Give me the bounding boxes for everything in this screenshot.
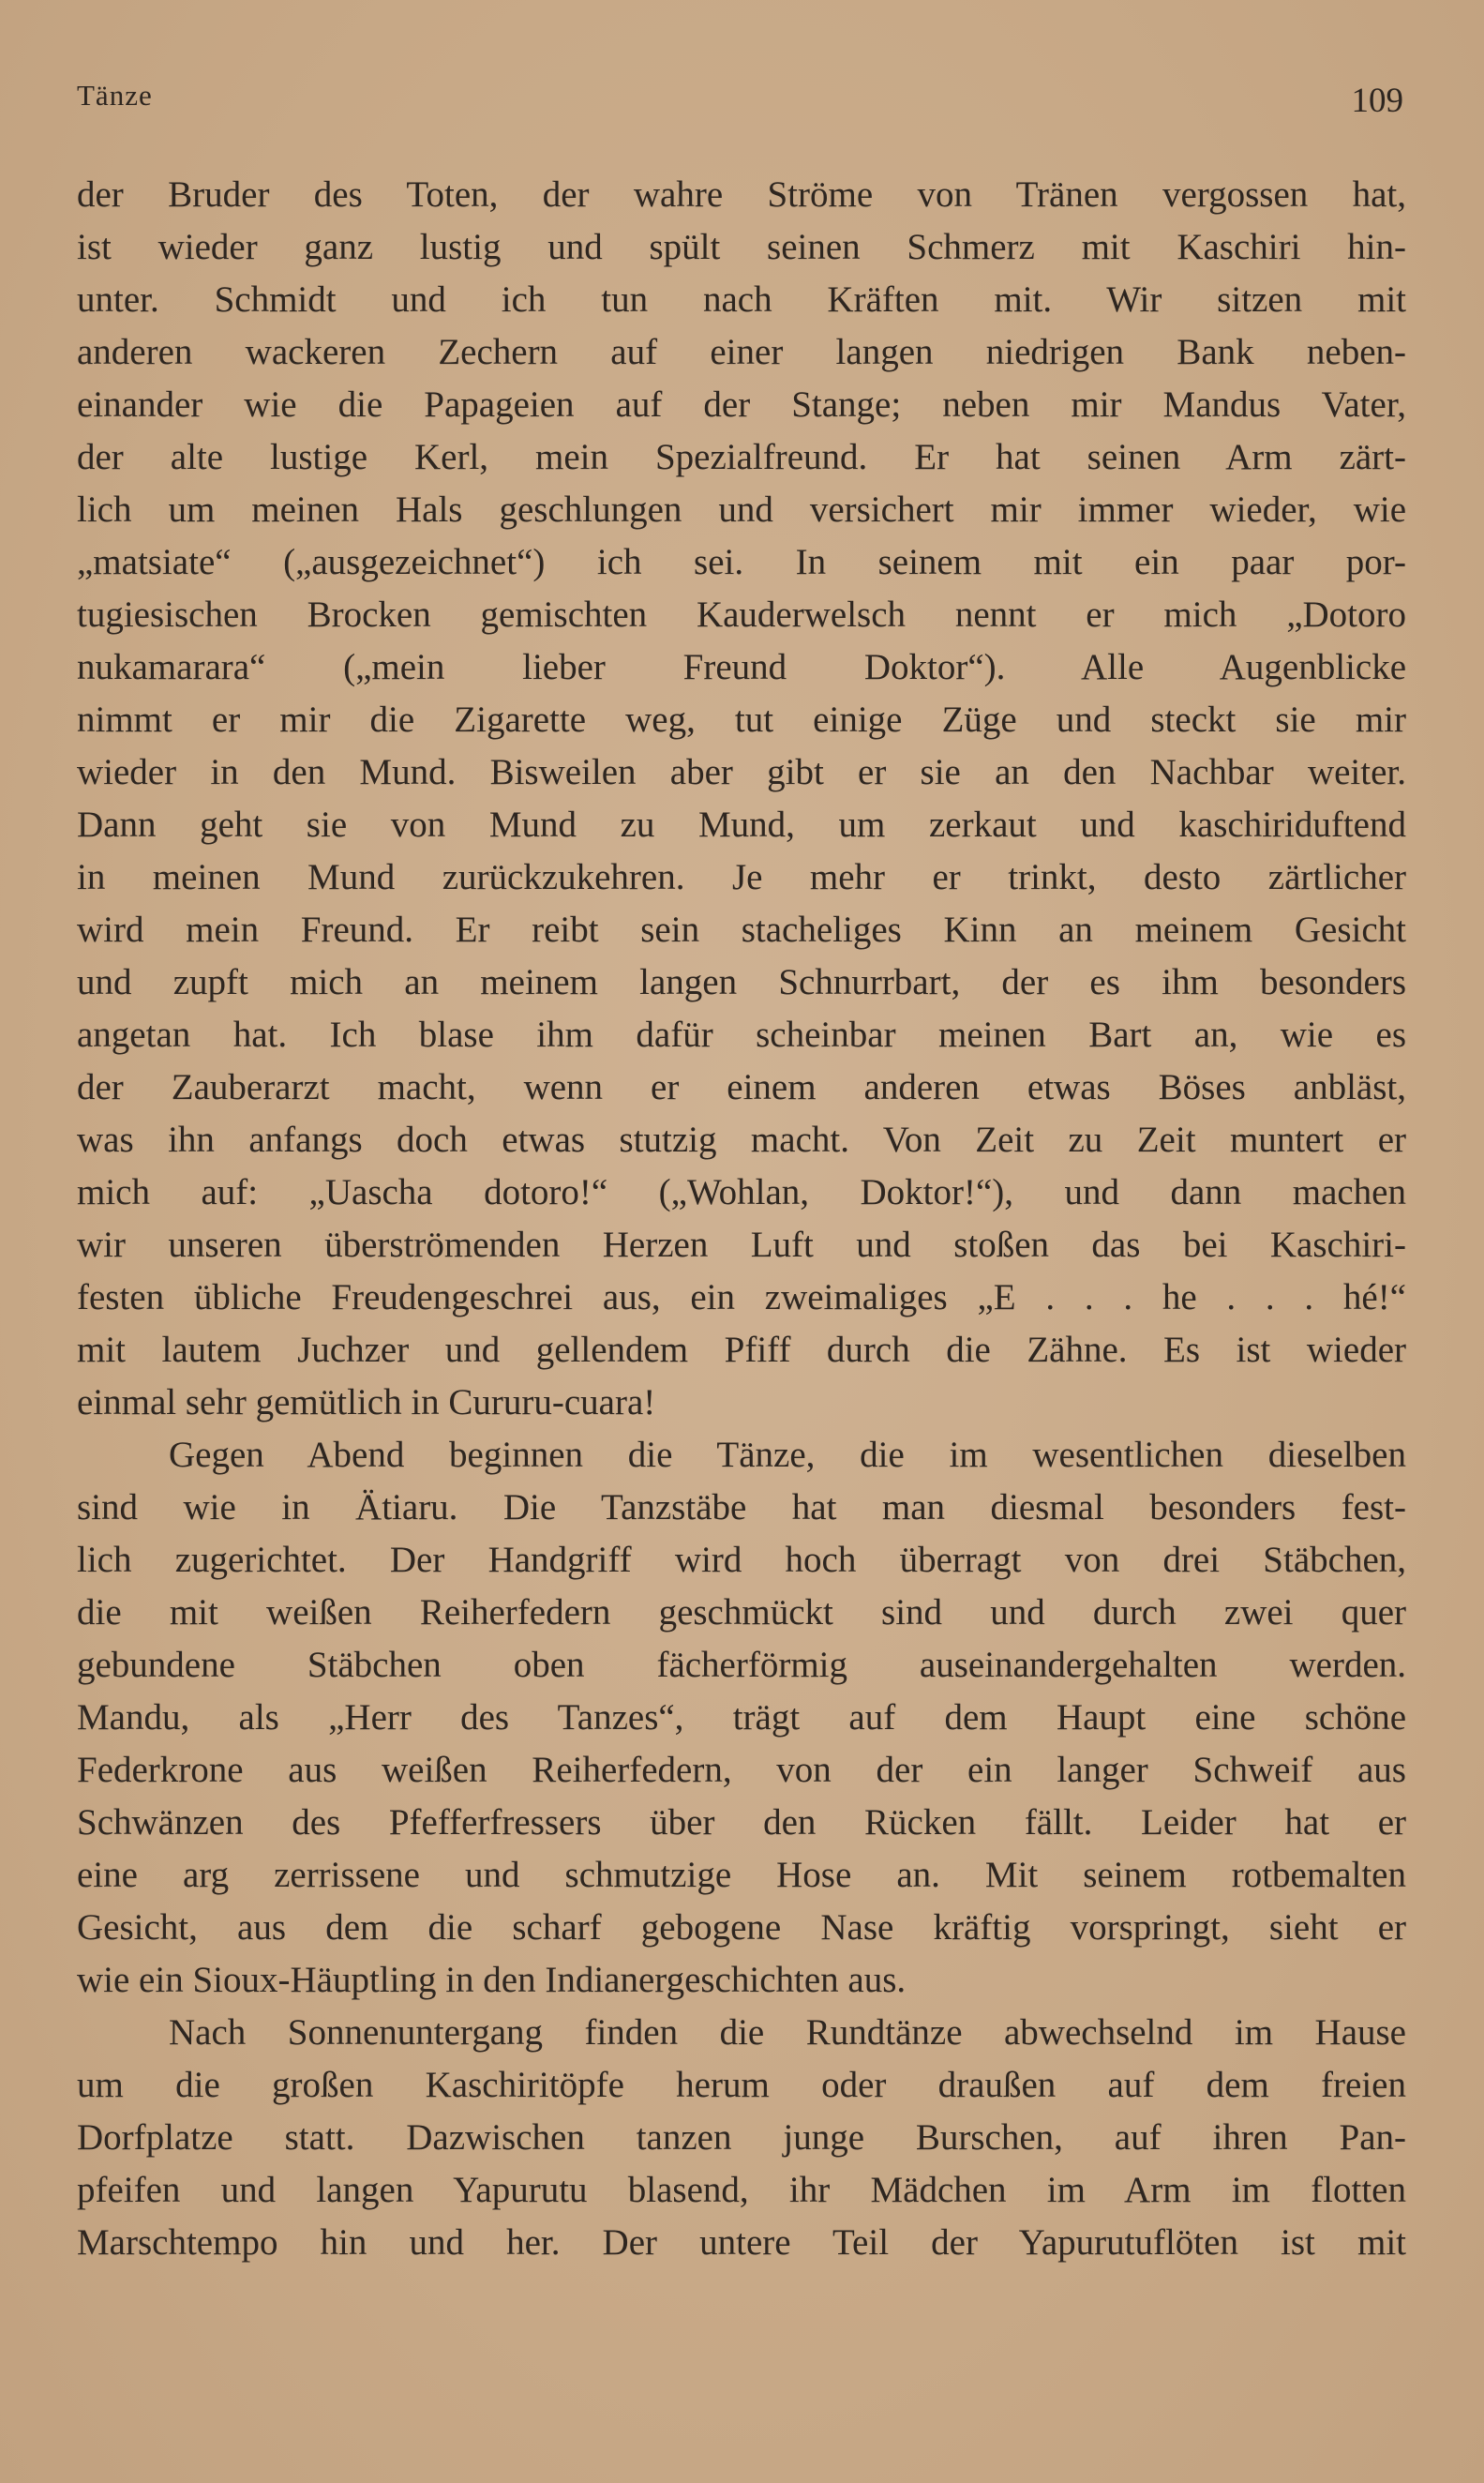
- text-line: lich zugerichtet. Der Handgriff wird hoch überragt von drei Stäbchen,: [77, 1540, 1406, 1580]
- text-line: nimmt er mir die Zigarette weg, tut einige Züge und steckt sie mir: [77, 700, 1406, 740]
- text-line: einander wie die Papageien auf der Stange; neben mir Mandus Vater,: [77, 384, 1406, 425]
- text-line: wir unseren überströmenden Herzen Luft und stoßen das bei Kaschiri-: [77, 1225, 1406, 1265]
- text-line: die mit weißen Reiherfedern geschmückt sind und durch zwei quer: [77, 1592, 1406, 1633]
- text-line: mit lautem Juchzer und gellendem Pfiff durch die Zähne. Es ist wieder: [77, 1330, 1406, 1370]
- text-line: wie ein Sioux-Häuptling in den Indianergeschichten aus.: [77, 1960, 907, 2000]
- text-line: Nach Sonnenuntergang finden die Rundtänze abwechselnd im Hause: [169, 2012, 1406, 2053]
- text-line: in meinen Mund zurückzukehren. Je mehr er trinkt, desto zärtlicher: [77, 857, 1406, 897]
- text-line: der Bruder des Toten, der wahre Ströme von Tränen vergossen hat,: [77, 174, 1406, 215]
- text-line: Marschtempo hin und her. Der untere Teil der Yapurutuflöten ist mit: [77, 2222, 1406, 2263]
- text-line: ist wieder ganz lustig und spült seinen Schmerz mit Kaschiri hin-: [77, 227, 1406, 267]
- text-line: einmal sehr gemütlich in Cururu-cuara!: [77, 1382, 656, 1422]
- text-line: Federkrone aus weißen Reiherfedern, von der ein langer Schweif aus: [77, 1750, 1406, 1790]
- text-line: Gegen Abend beginnen die Tänze, die im wesentlichen dieselben: [169, 1435, 1406, 1475]
- text-line: Schwänzen des Pfefferfressers über den Rücken fällt. Leider hat er: [77, 1802, 1406, 1843]
- text-line: was ihn anfangs doch etwas stutzig macht. Von Zeit zu Zeit muntert er: [77, 1120, 1406, 1160]
- text-line: pfeifen und langen Yapurutu blasend, ihr Mädchen im Arm im flotten: [77, 2170, 1406, 2210]
- text-line: nukamarara“ („mein lieber Freund Doktor“). Alle Augenblicke: [77, 647, 1406, 687]
- page-number: 109: [1351, 82, 1403, 120]
- text-line: um die großen Kaschiritöpfe herum oder draußen auf dem freien: [77, 2065, 1406, 2105]
- text-line: sind wie in Ätiaru. Die Tanzstäbe hat man diesmal besonders fest-: [77, 1487, 1406, 1527]
- body-text: [77, 169, 1406, 2269]
- text-line: unter. Schmidt und ich tun nach Kräften mit. Wir sitzen mit: [77, 279, 1406, 320]
- text-line: gebundene Stäbchen oben fächerförmig auseinandergehalten werden.: [77, 1645, 1406, 1685]
- text-line: festen übliche Freudengeschrei aus, ein zweimaliges „E . . . he . . . hé!“: [77, 1277, 1406, 1317]
- text-line: angetan hat. Ich blase ihm dafür scheinbar meinen Bart an, wie es: [77, 1015, 1406, 1055]
- text-line: wieder in den Mund. Bisweilen aber gibt er sie an den Nachbar weiter.: [77, 752, 1406, 792]
- text-line: Gesicht, aus dem die scharf gebogene Nase kräftig vorspringt, sieht er: [77, 1907, 1406, 1948]
- text-line: anderen wackeren Zechern auf einer langen niedrigen Bank neben-: [77, 332, 1406, 372]
- text-line: Mandu, als „Herr des Tanzes“, trägt auf dem Haupt eine schöne: [77, 1697, 1406, 1738]
- text-line: mich auf: „Uascha dotoro!“ („Wohlan, Doktor!“), und dann machen: [77, 1172, 1406, 1212]
- text-line: und zupft mich an meinem langen Schnurrbart, der es ihm besonders: [77, 962, 1406, 1002]
- text-line: tugiesischen Brocken gemischten Kauderwelsch nennt er mich „Dotoro: [77, 594, 1406, 635]
- text-line: lich um meinen Hals geschlungen und versichert mir immer wieder, wie: [77, 489, 1406, 530]
- text-line: der alte lustige Kerl, mein Spezialfreund. Er hat seinen Arm zärt-: [77, 437, 1406, 477]
- text-line: eine arg zerrissene und schmutzige Hose an. Mit seinem rotbemalten: [77, 1855, 1406, 1895]
- text-line: der Zauberarzt macht, wenn er einem anderen etwas Böses anbläst,: [77, 1067, 1406, 1107]
- text-line: Dorfplatze statt. Dazwischen tanzen junge Burschen, auf ihren Pan-: [77, 2117, 1406, 2158]
- text-line: „matsiate“ („ausgezeichnet“) ich sei. In seinem mit ein paar por-: [77, 542, 1406, 582]
- text-line: wird mein Freund. Er reibt sein stacheliges Kinn an meinem Gesicht: [77, 910, 1406, 950]
- text-line: Dann geht sie von Mund zu Mund, um zerkaut und kaschiriduftend: [77, 805, 1406, 845]
- running-head: Tänze: [77, 79, 153, 112]
